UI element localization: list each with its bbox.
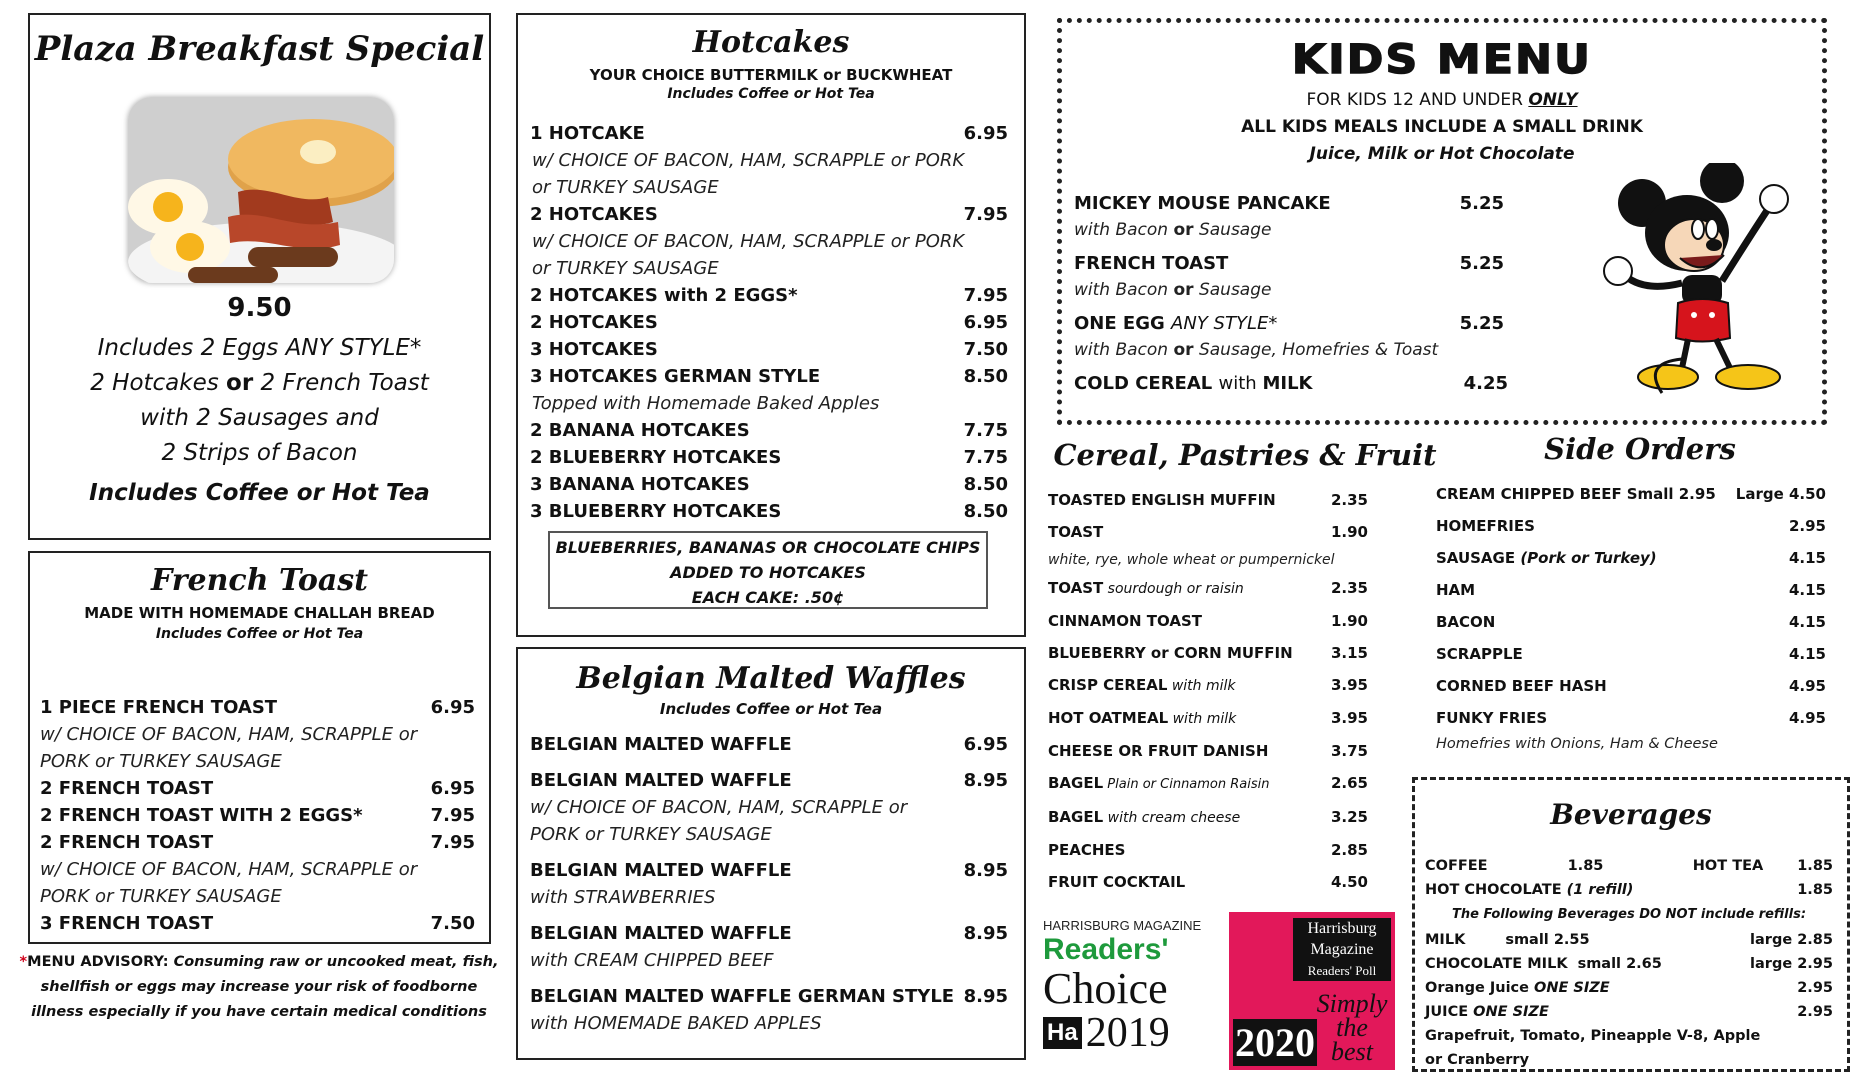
- menu-item: COFFEE 1.85 HOT TEA 1.85: [1425, 858, 1833, 874]
- french-toast-box: [28, 551, 491, 944]
- menu-item: TOAST sourdough or raisin 2.35: [1048, 579, 1368, 597]
- kids-menu-box: [1057, 18, 1827, 425]
- kids-note-1: FOR KIDS 12 AND UNDER: [1306, 90, 1529, 110]
- menu-item: FRENCH TOAST 5.25 with Bacon or Sausage: [1074, 253, 1504, 300]
- kids-menu-title: KIDS MENU: [1291, 37, 1593, 83]
- menu-item: CHEESE OR FRUIT DANISH 3.75: [1048, 742, 1368, 760]
- cereal-items: [1048, 484, 1368, 898]
- menu-item: Orange Juice ONE SIZE 2.95: [1425, 980, 1833, 996]
- award2-title: Harrisburg Magazine Readers' Poll: [1293, 918, 1391, 981]
- item-desc: w/ CHOICE OF BACON, HAM, SCRAPPLE or: [40, 724, 418, 745]
- special-description: [30, 331, 489, 471]
- item-desc: Homefries with Onions, Ham & Cheese: [1436, 736, 1718, 752]
- waffles-items: [530, 731, 1008, 1046]
- mickey-mouse-illustration: [1602, 163, 1802, 403]
- menu-item: PEACHES 2.85: [1048, 841, 1368, 859]
- kids-items: [1074, 190, 1534, 404]
- french-toast-sub2: Includes Coffee or Hot Tea: [155, 626, 364, 642]
- side-orders-items: [1436, 478, 1826, 754]
- menu-item: 1 PIECE FRENCH TOAST 6.95: [40, 697, 475, 718]
- menu-item: 3 HOTCAKES GERMAN STYLE 8.50: [530, 366, 1008, 387]
- menu-item: HOT OATMEAL with milk 3.95: [1048, 709, 1368, 727]
- award2-slogan: Simply the best: [1316, 989, 1388, 1066]
- item-desc: w/ CHOICE OF BACON, HAM, SCRAPPLE or PORK: [532, 231, 965, 252]
- hotcakes-sub: YOUR CHOICE BUTTERMILK or BUCKWHEAT: [589, 66, 953, 84]
- beverages-items: [1425, 854, 1833, 1072]
- special-line: with 2 Sausages and: [140, 405, 379, 431]
- addon-line: BLUEBERRIES, BANANAS OR CHOCOLATE CHIPS: [555, 538, 981, 557]
- waffles-box: [516, 647, 1026, 1060]
- item-desc: Topped with Homemade Baked Apples: [532, 393, 880, 414]
- beverages-title: Beverages: [1550, 798, 1712, 831]
- menu-item: BAGEL with cream cheese 3.25: [1048, 808, 1368, 826]
- french-toast-items: [40, 694, 475, 937]
- menu-item: 2 FRENCH TOAST 6.95: [40, 778, 475, 799]
- hotcakes-box: [516, 13, 1026, 637]
- award-readers: Readers': [1043, 933, 1169, 966]
- award-choice: Choice: [1043, 964, 1168, 1013]
- kids-note-2: ALL KIDS MEALS INCLUDE A SMALL DRINK: [1241, 117, 1643, 137]
- award-magazine: HARRISBURG MAGAZINE: [1043, 918, 1202, 933]
- hotcakes-addon-box: [548, 531, 988, 609]
- special-line: 2 Hotcakes or 2 French Toast: [90, 370, 429, 396]
- special-line: 2 Strips of Bacon: [161, 440, 358, 466]
- hotcakes-items: [530, 120, 1008, 525]
- menu-item: Grapefruit, Tomato, Pineapple V-8, Apple: [1425, 1028, 1761, 1044]
- advisory-text: Consuming raw or uncooked meat, fish, shellfish or eggs may increase your risk of foodborne illness especially if you have certain medical conditions: [31, 954, 499, 1020]
- beverages-box: [1412, 777, 1850, 1072]
- kids-note-3: Juice, Milk or Hot Chocolate: [1309, 144, 1575, 164]
- item-desc: or TURKEY SAUSAGE: [532, 177, 719, 198]
- menu-item: CREAM CHIPPED BEEF Small 2.95 Large 4.50: [1436, 485, 1826, 503]
- special-price: 9.50: [227, 293, 292, 323]
- menu-item: HAM 4.15: [1436, 581, 1826, 599]
- item-desc: w/ CHOICE OF BACON, HAM, SCRAPPLE or PORK: [532, 150, 965, 171]
- special-coffee-note: Includes Coffee or Hot Tea: [89, 480, 430, 506]
- advisory-star: *: [19, 954, 28, 970]
- menu-item: CHOCOLATE MILK small 2.65 large 2.95: [1425, 956, 1833, 972]
- menu-item: BELGIAN MALTED WAFFLE GERMAN STYLE 8.95 with HOMEMADE BAKED APPLES: [530, 986, 1008, 1034]
- menu-item: 2 HOTCAKES with 2 EGGS* 7.95: [530, 285, 1008, 306]
- menu-item: ONE EGG ANY STYLE* 5.25 with Bacon or Sausage, Homefries & Toast: [1074, 313, 1504, 360]
- item-desc: white, rye, whole wheat or pumpernickel: [1048, 552, 1335, 568]
- menu-item: TOASTED ENGLISH MUFFIN 2.35: [1048, 491, 1368, 509]
- menu-item: MICKEY MOUSE PANCAKE 5.25 with Bacon or Sausage: [1074, 193, 1504, 240]
- menu-item: SCRAPPLE 4.15: [1436, 645, 1826, 663]
- advisory-label: MENU ADVISORY:: [27, 954, 169, 970]
- menu-item: CINNAMON TOAST 1.90: [1048, 612, 1368, 630]
- simply-the-best-2020-badge: [1229, 912, 1395, 1070]
- menu-item: 3 FRENCH TOAST 7.50: [40, 913, 475, 934]
- special-line: Includes 2 Eggs ANY STYLE*: [97, 335, 422, 361]
- menu-advisory: [14, 950, 504, 1025]
- menu-item: BACON 4.15: [1436, 613, 1826, 631]
- breakfast-special-box: [28, 13, 491, 540]
- menu-item: JUICE ONE SIZE 2.95: [1425, 1004, 1833, 1020]
- menu-item: MILK small 2.55 large 2.85: [1425, 932, 1833, 948]
- menu-item: BELGIAN MALTED WAFFLE 6.95: [530, 734, 1008, 755]
- menu-item: HOMEFRIES 2.95: [1436, 517, 1826, 535]
- menu-item: COLD CEREAL with MILK 4.25: [1074, 373, 1508, 394]
- kids-note-only: ONLY: [1528, 90, 1578, 110]
- menu-item: 2 BLUEBERRY HOTCAKES 7.75: [530, 447, 1008, 468]
- menu-item: BAGEL Plain or Cinnamon Raisin 2.65: [1048, 774, 1368, 792]
- item-desc: w/ CHOICE OF BACON, HAM, SCRAPPLE or: [40, 859, 418, 880]
- menu-item: CRISP CEREAL with milk 3.95: [1048, 676, 1368, 694]
- addon-line: EACH CAKE: .50¢: [691, 588, 845, 607]
- menu-item: FRUIT COCKTAIL 4.50: [1048, 873, 1368, 891]
- award-year: 2019: [1085, 1010, 1170, 1056]
- menu-item: 3 HOTCAKES 7.50: [530, 339, 1008, 360]
- menu-item: or Cranberry: [1425, 1052, 1530, 1068]
- side-orders-title: Side Orders: [1544, 432, 1736, 466]
- hotcakes-sub2: Includes Coffee or Hot Tea: [667, 86, 875, 102]
- waffles-sub: Includes Coffee or Hot Tea: [659, 700, 883, 718]
- special-title: Plaza Breakfast Special: [34, 29, 485, 69]
- readers-choice-2019-badge: [1043, 918, 1207, 1068]
- menu-item: 3 BANANA HOTCAKES 8.50: [530, 474, 1008, 495]
- menu-item: BELGIAN MALTED WAFFLE 8.95 with STRAWBERRIES: [530, 860, 1008, 908]
- award2-year: 2020: [1235, 1020, 1315, 1065]
- menu-item: 2 FRENCH TOAST WITH 2 EGGS* 7.95: [40, 805, 475, 826]
- menu-item: 3 BLUEBERRY HOTCAKES 8.50: [530, 501, 1008, 522]
- menu-item: 2 BANANA HOTCAKES 7.75: [530, 420, 1008, 441]
- kids-menu-notes: [1062, 87, 1822, 168]
- hotcakes-title: Hotcakes: [692, 25, 850, 60]
- menu-item: BLUEBERRY or CORN MUFFIN 3.15: [1048, 644, 1368, 662]
- cereal-title: Cereal, Pastries & Fruit: [1053, 438, 1437, 472]
- menu-item: HOT CHOCOLATE (1 refill) 1.85: [1425, 882, 1833, 898]
- menu-item: BELGIAN MALTED WAFFLE 8.95 w/ CHOICE OF BACON, HAM, SCRAPPLE or PORK or TURKEY SAUSAGE: [530, 770, 1008, 845]
- breakfast-photo: [128, 97, 394, 283]
- french-toast-sub: MADE WITH HOMEMADE CHALLAH BREAD: [84, 604, 435, 622]
- menu-item: FUNKY FRIES 4.95: [1436, 709, 1826, 727]
- menu-item: 2 FRENCH TOAST 7.95: [40, 832, 475, 853]
- waffles-title: Belgian Malted Waffles: [576, 661, 966, 696]
- item-desc: PORK or TURKEY SAUSAGE: [40, 886, 282, 907]
- menu-item: TOAST 1.90: [1048, 523, 1368, 541]
- addon-line: ADDED TO HOTCAKES: [670, 563, 866, 582]
- ha-logo-icon: Ha: [1043, 1017, 1082, 1049]
- menu-item: CORNED BEEF HASH 4.95: [1436, 677, 1826, 695]
- menu-item: BELGIAN MALTED WAFFLE 8.95 with CREAM CHIPPED BEEF: [530, 923, 1008, 971]
- menu-item: SAUSAGE (Pork or Turkey) 4.15: [1436, 549, 1826, 567]
- item-desc: PORK or TURKEY SAUSAGE: [40, 751, 282, 772]
- item-desc: or TURKEY SAUSAGE: [532, 258, 719, 279]
- menu-item: 1 HOTCAKE 6.95: [530, 123, 1008, 144]
- beverages-refill-note: The Following Beverages DO NOT include refills:: [1451, 907, 1807, 922]
- french-toast-title: French Toast: [150, 563, 369, 598]
- menu-item: 2 HOTCAKES 6.95: [530, 312, 1008, 333]
- menu-item: 2 HOTCAKES 7.95: [530, 204, 1008, 225]
